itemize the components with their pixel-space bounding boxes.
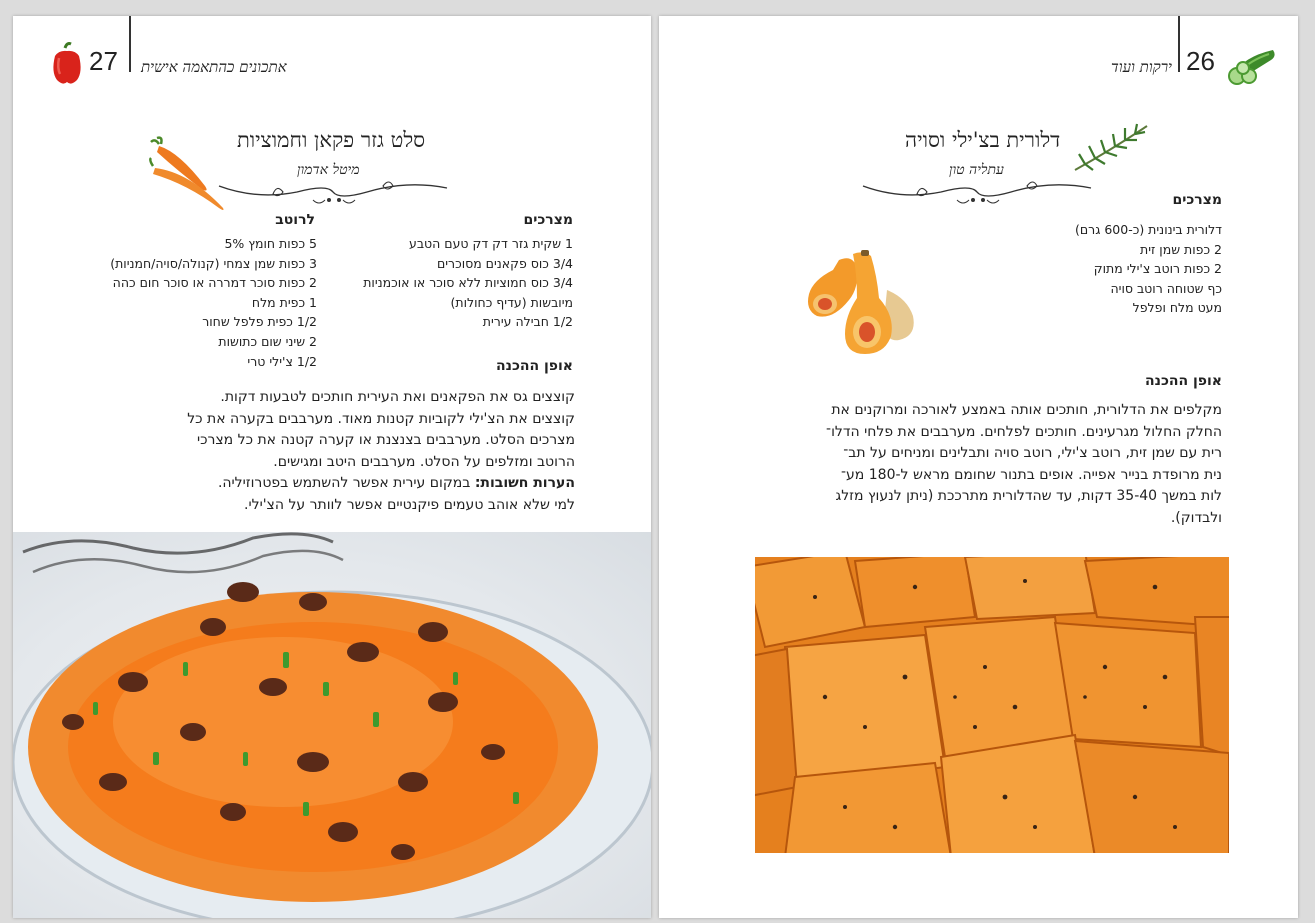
- ingredient-item: 1/2 חבילה עירית: [482, 314, 573, 330]
- ingredient-item: 2 כפות רוטב צ'ילי מתוק: [1093, 261, 1222, 277]
- recipe-author: עתליה טון: [949, 162, 1004, 178]
- ingredient-item: מעט מלח ופלפל: [1132, 300, 1222, 316]
- method-line: ולבדוק).: [1170, 509, 1222, 526]
- method-line: קוצצים גס את הפקאנים ואת העירית חותכים לטבעות דקות.: [220, 389, 575, 405]
- page-26: [659, 16, 1298, 918]
- dressing-item: 3 כפות שמן צמחי (קנולה/סויה/חמניות): [110, 255, 317, 271]
- method-text: [742, 400, 1222, 529]
- butternut-squash-icon: [803, 250, 923, 358]
- ornament-divider: [217, 166, 449, 208]
- roasted-squash-photo: [755, 557, 1229, 853]
- method-text: [55, 387, 575, 516]
- ingredients-heading: מצרכים: [523, 212, 573, 228]
- recipe-title: סלט גזר פקאן וחמוציות: [237, 128, 426, 152]
- carrot-icon: [149, 136, 227, 212]
- dressing-item: 5 כפות חומץ 5%: [224, 236, 317, 251]
- ingredients-list: [962, 220, 1222, 318]
- ingredients-heading: מצרכים: [1172, 192, 1222, 208]
- header-divider: [129, 16, 131, 72]
- dressing-item: 1/2 כפית פלפל שחור: [202, 314, 317, 330]
- chapter-title: ירקות ועוד: [1111, 58, 1172, 76]
- dressing-item: 1 כפית מלח: [251, 294, 317, 310]
- ingredient-item: 3/4 כוס חמוציות ללא סוכר או אוכמניות: [363, 275, 573, 291]
- page-number: 27: [89, 46, 118, 76]
- notes-line: [55, 473, 575, 495]
- header-divider: [1178, 16, 1180, 72]
- page-number: 26: [1186, 46, 1215, 76]
- notes-line-2: למי שלא אוהב טעמים פיקנטיים אפשר לוותר על הצ'ילי.: [244, 496, 575, 513]
- ingredient-item: מיובשות (עדיף כחולות): [450, 294, 573, 310]
- ingredient-item: 2 כפות שמן זית: [1139, 241, 1222, 257]
- ingredient-item: דלורית בינונית (כ-600 גרם): [1074, 222, 1222, 237]
- method-line: קוצצים את הצ'ילי לקוביות קטנות מאוד. מערבבים בקערה את כל: [187, 410, 575, 427]
- method-line: מצרכים הסלט. מערבבים בצנצנת או קערה קטנה את כל מצרכי: [196, 432, 575, 448]
- dressing-list: [57, 234, 317, 371]
- ingredient-item: 1 שקית גזר דק דק טעם הטבע: [409, 236, 573, 251]
- method-heading: אופן ההכנה: [1144, 373, 1222, 389]
- method-line: הרוטב ומזלפים על הסלט. מערבבים היטב ומגישים.: [273, 453, 575, 470]
- cucumber-icon: [1225, 46, 1277, 86]
- page-27: [13, 16, 651, 918]
- method-line: מקלפים את הדלורית, חותכים אותה באמצע לאורכה ומרוקנים את: [831, 402, 1222, 418]
- dressing-item: 2 כפות סוכר דמררה או סוכר חום כהה: [112, 275, 317, 291]
- chapter-title: אתכונים כהתאמה אישית: [141, 58, 287, 76]
- dressing-item: 1/2 צ'ילי טרי: [247, 353, 317, 369]
- method-line: לות במשך 35-40 דקות, עד שהדלורית מתרככת (ניתן לנעוץ מזלג: [835, 488, 1222, 504]
- recipe-title: דלורית בצ'ילי וסויה: [905, 128, 1061, 152]
- method-heading: אופן ההכנה: [495, 358, 573, 374]
- carrot-salad-photo: [13, 532, 651, 918]
- ingredients-list: [273, 234, 573, 332]
- ornament-divider: [861, 166, 1093, 208]
- recipe-author: מיטל אדמון: [297, 162, 360, 178]
- method-line: החלק החלול מגרעינים. חותכים לפלחים. מערבבים את פלחי הדלו־: [826, 423, 1222, 440]
- ingredient-item: כף שטוחה רוטב סויה: [1110, 280, 1222, 296]
- method-line: נית מרופדת בנייר אפייה. אופים בתנור שחומם מראש ל-180 מע־: [840, 466, 1222, 483]
- dressing-item: 2 שיני שום כתושות: [218, 333, 317, 349]
- red-pepper-icon: [49, 42, 85, 86]
- notes-label: הערות חשובות:: [474, 475, 575, 491]
- ingredient-item: 3/4 כוס פקאנים מסוכרים: [436, 255, 573, 271]
- notes-text: במקום עירית אפשר להשתמש בפטרוזיליה.: [217, 475, 475, 491]
- method-line: רית עם שמן זית, רוטב צ'ילי, רוטב סויה ותבלינים ומניחים על תב־: [843, 445, 1222, 461]
- dressing-heading: לרוטב: [275, 212, 315, 228]
